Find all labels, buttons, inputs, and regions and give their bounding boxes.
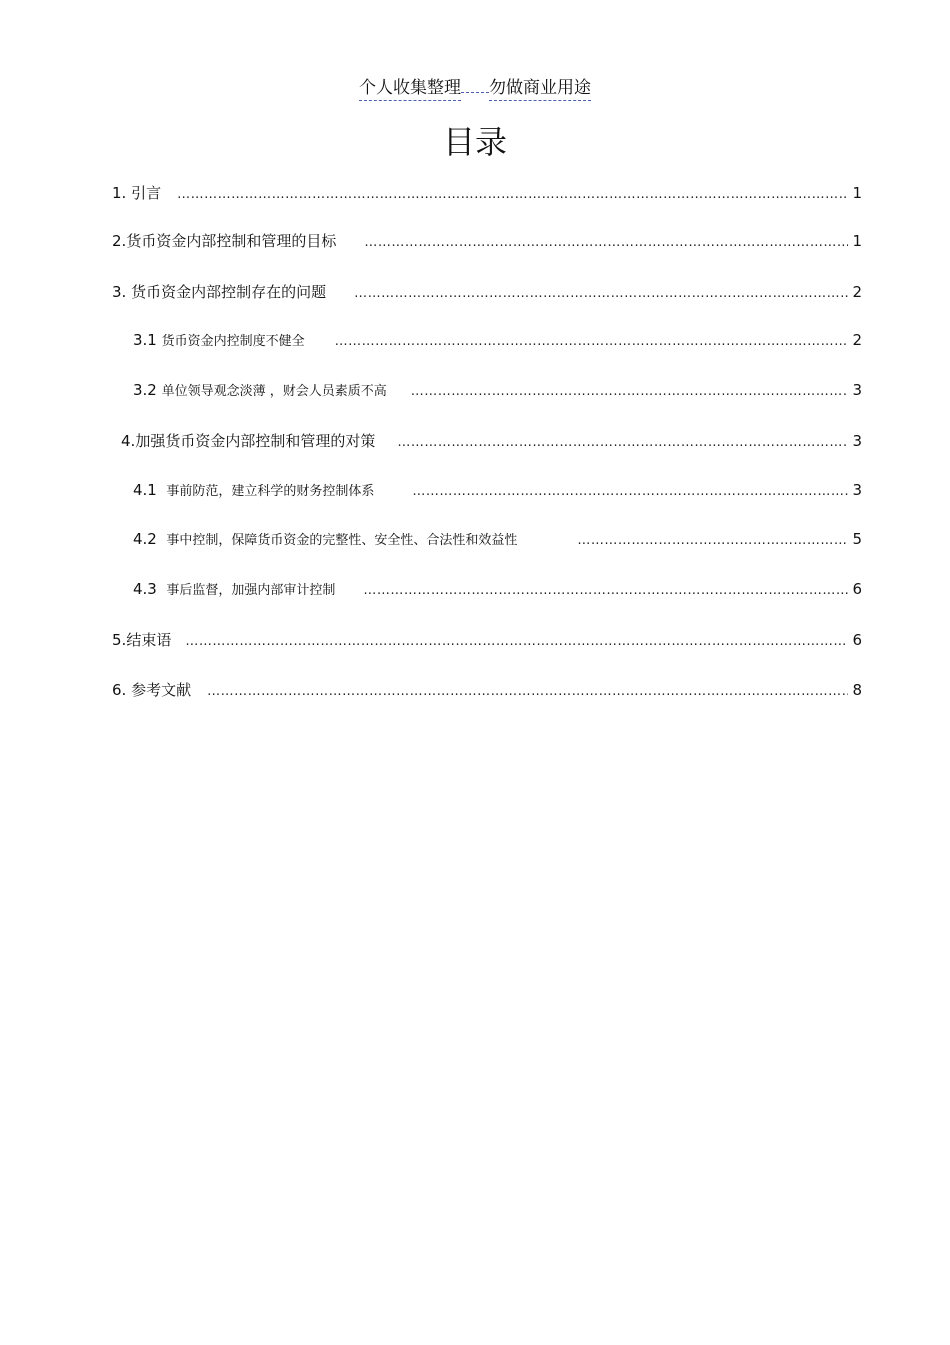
toc-leader-dots: [412, 484, 848, 499]
toc-item-label: 4.3 事后监督，加强内部审计控制: [133, 580, 336, 598]
page-title: 目录: [442, 123, 507, 161]
toc-page-number: 8: [852, 681, 862, 699]
toc-item-label: 4.加强货币资金内部控制和管理的对策: [121, 432, 376, 450]
toc-page-number: 5: [852, 530, 862, 548]
toc-item-4[interactable]: [121, 430, 862, 451]
toc-page-number: 1: [852, 184, 862, 202]
toc-leader-dots: [397, 435, 848, 450]
toc-leader-dots: [185, 634, 848, 649]
toc-item-1[interactable]: [112, 182, 862, 203]
toc-item-4-1[interactable]: [133, 480, 862, 499]
toc-page-number: 3: [852, 481, 862, 499]
toc-item-label: 1. 引言: [112, 184, 162, 202]
toc-leader-dots: [363, 583, 848, 598]
toc-page-number: 3: [852, 381, 862, 399]
toc-leader-dots: [577, 533, 848, 548]
toc-page-number: 2: [852, 331, 862, 349]
toc-item-4-3[interactable]: [133, 579, 862, 598]
toc-leader-dots: [177, 187, 848, 202]
toc-item-label: 3.2 单位领导观念淡薄 ，财会人员素质不高: [133, 381, 387, 399]
toc-leader-dots: [364, 235, 848, 250]
header-note-part1: 个人收集整理: [359, 77, 461, 101]
toc-item-3[interactable]: [112, 281, 862, 302]
toc-page-number: 2: [852, 283, 862, 301]
toc-item-label: 2.货币资金内部控制和管理的目标: [112, 232, 337, 250]
toc-page-number: 1: [852, 232, 862, 250]
toc-item-4-2[interactable]: [133, 529, 862, 548]
toc-item-3-2[interactable]: [133, 380, 862, 399]
toc-item-label: 5.结束语: [112, 631, 172, 649]
toc-leader-dots: [411, 384, 848, 399]
toc-item-label: 6. 参考文献: [112, 681, 192, 699]
toc-leader-dots: [207, 684, 848, 699]
toc-leader-dots: [335, 334, 848, 349]
toc-page-number: 6: [852, 631, 862, 649]
toc-item-6[interactable]: [112, 679, 862, 700]
toc-page-number: 3: [852, 432, 862, 450]
toc-item-2[interactable]: [112, 230, 862, 251]
header-note: [0, 77, 950, 101]
toc-leader-dots: [354, 286, 848, 301]
header-note-part2: 勿做商业用途: [489, 77, 591, 101]
toc-page-number: 6: [852, 580, 862, 598]
toc-item-5[interactable]: [112, 629, 862, 650]
toc-item-label: 3.1 货币资金内控制度不健全: [133, 331, 305, 349]
toc-item-label: 4.2 事中控制，保障货币资金的完整性、安全性、合法性和效益性: [133, 530, 518, 548]
header-note-gap: [461, 91, 489, 93]
toc-item-label: 3. 货币资金内部控制存在的问题: [112, 283, 327, 301]
toc-item-label: 4.1 事前防范，建立科学的财务控制体系: [133, 481, 375, 499]
toc-item-3-1[interactable]: [133, 330, 862, 349]
